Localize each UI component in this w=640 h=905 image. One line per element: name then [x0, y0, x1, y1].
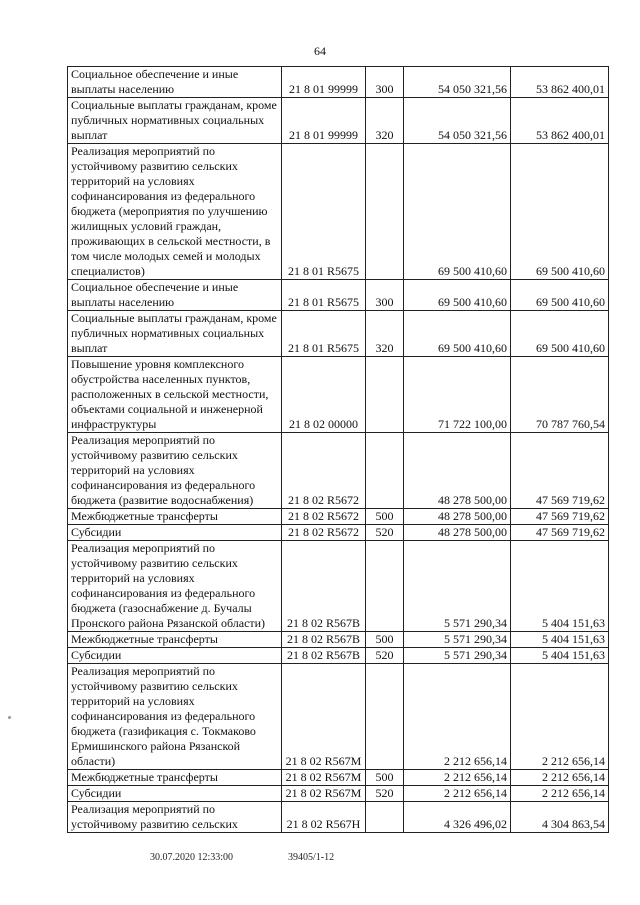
- row-type-cell: 500: [366, 632, 404, 648]
- row-code-cell: 21 8 02 R5672: [282, 525, 366, 541]
- row-type-cell: 320: [366, 98, 404, 144]
- row-sum-current-cell: 69 500 410,60: [404, 144, 511, 280]
- row-sum-executed-cell: 5 404 151,63: [511, 648, 609, 664]
- row-sum-current-cell: 69 500 410,60: [404, 280, 511, 311]
- row-sum-current-cell: 48 278 500,00: [404, 433, 511, 509]
- table-row: [68, 67, 609, 98]
- row-type-cell: 500: [366, 509, 404, 525]
- budget-table: [67, 66, 609, 833]
- table-row: [68, 802, 609, 833]
- row-sum-executed-cell: 47 569 719,62: [511, 525, 609, 541]
- row-code-cell: 21 8 02 00000: [282, 357, 366, 433]
- row-name-cell: Социальное обеспечение и иные выплаты населению: [68, 67, 282, 98]
- table-row: [68, 664, 609, 770]
- table-row: [68, 525, 609, 541]
- row-code-cell: 21 8 02 R567B: [282, 648, 366, 664]
- row-type-cell: 520: [366, 648, 404, 664]
- row-name-cell: Реализация мероприятий по устойчивому развитию сельских: [68, 802, 282, 833]
- row-code-cell: 21 8 01 R5675: [282, 311, 366, 357]
- table-row: [68, 144, 609, 280]
- margin-dot: [8, 716, 11, 719]
- row-sum-current-cell: 48 278 500,00: [404, 509, 511, 525]
- row-code-cell: 21 8 02 R5672: [282, 433, 366, 509]
- row-sum-executed-cell: 69 500 410,60: [511, 144, 609, 280]
- row-name-cell: Реализация мероприятий по устойчивому развитию сельских территорий на условиях софинансирования из федерального бюджета (газификация с. Токмаково Ермишинского района Рязанской области): [68, 664, 282, 770]
- table-row: [68, 98, 609, 144]
- row-sum-executed-cell: 70 787 760,54: [511, 357, 609, 433]
- row-type-cell: [366, 433, 404, 509]
- row-name-cell: Субсидии: [68, 525, 282, 541]
- row-type-cell: 520: [366, 525, 404, 541]
- row-sum-current-cell: 2 212 656,14: [404, 664, 511, 770]
- row-code-cell: 21 8 02 R567H: [282, 802, 366, 833]
- row-name-cell: Субсидии: [68, 648, 282, 664]
- row-type-cell: [366, 144, 404, 280]
- row-name-cell: Реализация мероприятий по устойчивому развитию сельских территорий на условиях софинансирования из федерального бюджета (развитие водоснабжения): [68, 433, 282, 509]
- row-sum-current-cell: 4 326 496,02: [404, 802, 511, 833]
- row-sum-current-cell: 5 571 290,34: [404, 648, 511, 664]
- row-type-cell: [366, 541, 404, 632]
- row-sum-executed-cell: 2 212 656,14: [511, 664, 609, 770]
- table-row: [68, 357, 609, 433]
- table-row: [68, 770, 609, 786]
- row-sum-executed-cell: 69 500 410,60: [511, 311, 609, 357]
- page-number: 64: [314, 44, 326, 58]
- row-code-cell: 21 8 02 R567B: [282, 632, 366, 648]
- table-row: [68, 632, 609, 648]
- table-row: [68, 541, 609, 632]
- row-code-cell: 21 8 01 R5675: [282, 144, 366, 280]
- row-code-cell: 21 8 01 99999: [282, 98, 366, 144]
- row-sum-current-cell: 2 212 656,14: [404, 770, 511, 786]
- table-row: [68, 311, 609, 357]
- row-type-cell: 300: [366, 280, 404, 311]
- row-code-cell: 21 8 02 R5672: [282, 509, 366, 525]
- row-sum-executed-cell: 47 569 719,62: [511, 433, 609, 509]
- row-type-cell: [366, 357, 404, 433]
- row-sum-executed-cell: 5 404 151,63: [511, 632, 609, 648]
- row-code-cell: 21 8 02 R567M: [282, 664, 366, 770]
- row-sum-executed-cell: 53 862 400,01: [511, 67, 609, 98]
- row-sum-executed-cell: 2 212 656,14: [511, 786, 609, 802]
- row-name-cell: Социальное обеспечение и иные выплаты населению: [68, 280, 282, 311]
- row-sum-executed-cell: 47 569 719,62: [511, 509, 609, 525]
- row-sum-current-cell: 5 571 290,34: [404, 541, 511, 632]
- table-row: [68, 433, 609, 509]
- row-name-cell: Реализация мероприятий по устойчивому развитию сельских территорий на условиях софинансирования из федерального бюджета (газоснабжение д. Бучалы Пронского района Рязанской области): [68, 541, 282, 632]
- row-sum-current-cell: 54 050 321,56: [404, 98, 511, 144]
- table-row: [68, 509, 609, 525]
- table-row: [68, 648, 609, 664]
- footer-datetime: 30.07.2020 12:33:00: [150, 852, 234, 863]
- row-name-cell: Повышение уровня комплексного обустройства населенных пунктов, расположенных в сельской местности, объектами социальной и инженерной инфраструктуры: [68, 357, 282, 433]
- row-code-cell: 21 8 02 R567M: [282, 770, 366, 786]
- row-sum-current-cell: 2 212 656,14: [404, 786, 511, 802]
- row-sum-current-cell: 48 278 500,00: [404, 525, 511, 541]
- row-type-cell: 500: [366, 770, 404, 786]
- row-sum-current-cell: 71 722 100,00: [404, 357, 511, 433]
- row-type-cell: 320: [366, 311, 404, 357]
- row-sum-current-cell: 69 500 410,60: [404, 311, 511, 357]
- row-name-cell: Межбюджетные трансферты: [68, 509, 282, 525]
- row-sum-executed-cell: 53 862 400,01: [511, 98, 609, 144]
- row-name-cell: Социальные выплаты гражданам, кроме публичных нормативных социальных выплат: [68, 311, 282, 357]
- row-code-cell: 21 8 01 99999: [282, 67, 366, 98]
- row-code-cell: 21 8 01 R5675: [282, 280, 366, 311]
- row-sum-current-cell: 54 050 321,56: [404, 67, 511, 98]
- row-name-cell: Реализация мероприятий по устойчивому развитию сельских территорий на условиях софинансирования из федерального бюджета (мероприятия по улучшению жилищных условий граждан, проживающих в сельской местности, в том числе молодых семей и молодых специалистов): [68, 144, 282, 280]
- row-type-cell: 520: [366, 786, 404, 802]
- row-sum-executed-cell: 69 500 410,60: [511, 280, 609, 311]
- row-name-cell: Межбюджетные трансферты: [68, 770, 282, 786]
- row-name-cell: Межбюджетные трансферты: [68, 632, 282, 648]
- row-sum-current-cell: 5 571 290,34: [404, 632, 511, 648]
- row-name-cell: Субсидии: [68, 786, 282, 802]
- row-type-cell: 300: [366, 67, 404, 98]
- budget-table-body: [68, 67, 609, 833]
- row-code-cell: 21 8 02 R567B: [282, 541, 366, 632]
- row-type-cell: [366, 802, 404, 833]
- row-sum-executed-cell: 2 212 656,14: [511, 770, 609, 786]
- row-code-cell: 21 8 02 R567M: [282, 786, 366, 802]
- table-row: [68, 280, 609, 311]
- footer-document-number: 39405/1-12: [288, 852, 335, 863]
- row-name-cell: Социальные выплаты гражданам, кроме публичных нормативных социальных выплат: [68, 98, 282, 144]
- table-row: [68, 786, 609, 802]
- row-type-cell: [366, 664, 404, 770]
- row-sum-executed-cell: 5 404 151,63: [511, 541, 609, 632]
- row-sum-executed-cell: 4 304 863,54: [511, 802, 609, 833]
